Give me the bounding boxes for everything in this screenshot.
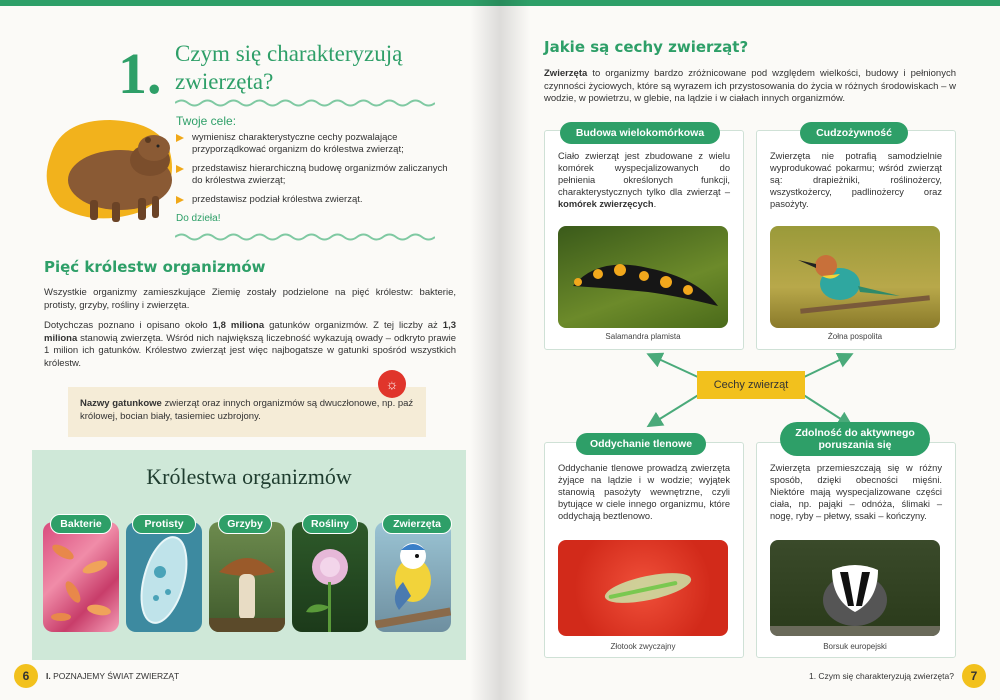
- caption-badger: Borsuk europejski: [823, 642, 887, 651]
- goals-title: Twoje cele:: [176, 114, 237, 128]
- section-title-right: Jakie są cechy zwierząt?: [544, 38, 749, 56]
- trait-title-multicellular: Budowa wielokomórkowa: [560, 122, 720, 144]
- paragraph-species: Dotychczas poznano i opisano około 1,8 miliona gatunków organizmów. Z tej liczby aż 1,3 miliona stanowią zwierzęta. Wśród nich największą liczebność wykazują owady – odkryto prawie 1 milion ich gatunków. Królestwo zwierząt jest więc najbogatsze w gatunki spośród wszystkich królestw.: [44, 320, 456, 369]
- footer-left: [14, 664, 179, 688]
- paragraph-kingdoms: Wszystkie organizmy zamieszkujące Ziemię zostały podzielone na pięć królestw: bakterie, protisty, grzyby, rośliny i zwierzęta.: [44, 287, 456, 311]
- intro-paragraph: Zwierzęta to organizmy bardzo zróżnicowane pod względem wielkości, budowy i pełnionych czynności życiowych, które są wyrazem ich przystosowania do życia w różnych środowiskach – w wodzie, w powietrzu, w glebie, na lądzie i w ciałach innych organizmów.: [544, 68, 956, 104]
- plants-image: [292, 522, 368, 632]
- goal-item: [176, 163, 451, 187]
- caption-lacewing: Złotook zwyczajny: [610, 642, 676, 651]
- fungi-image: [209, 522, 285, 632]
- chapter-title: Czym się charakteryzują zwierzęta?: [175, 41, 403, 94]
- bacteria-image: [43, 522, 119, 632]
- page-number-left: 6: [14, 664, 38, 688]
- kingdom-label-animals: Zwierzęta: [382, 514, 452, 534]
- trait-title-respiration: Oddychanie tlenowe: [576, 433, 706, 455]
- goals-closing: Do dzieła!: [176, 213, 221, 224]
- triangle-bullet-icon: [176, 165, 184, 173]
- caption-salamander: Salamandra plamista: [605, 332, 681, 341]
- kingdom-label-protists: Protisty: [132, 514, 196, 534]
- top-bar: [500, 0, 1000, 6]
- wave-divider-top: [175, 98, 435, 108]
- footer-right-text: 1. Czym się charakteryzują zwierzęta?: [808, 671, 954, 681]
- badger-photo: [770, 540, 940, 636]
- kingdoms-panel: [32, 450, 466, 660]
- lacewing-photo: [558, 540, 728, 636]
- trait-title-heterotrophy: Cudzożywność: [800, 122, 908, 144]
- top-bar: [0, 0, 500, 6]
- footer-left-text: I. POZNAJEMY ŚWIAT ZWIERZĄT: [46, 671, 180, 681]
- kingdom-label-bacteria: Bakterie: [50, 514, 112, 534]
- salamander-photo: [558, 226, 728, 328]
- trait-title-locomotion: Zdolność do aktywnego poruszania się: [780, 422, 930, 456]
- capybara-illustration: [40, 112, 190, 227]
- goals-list: [176, 132, 451, 213]
- center-label: Cechy zwierząt: [697, 371, 805, 399]
- kingdoms-title: Królestwa organizmów: [146, 464, 352, 489]
- goal-text: przedstawisz podział królestwa zwierząt.: [192, 194, 363, 205]
- goal-text: przedstawisz hierarchiczną budowę organizmów zaliczanych do królestwa zwierząt;: [192, 163, 448, 186]
- footer-right: [809, 664, 986, 688]
- page-number-right: 7: [962, 664, 986, 688]
- bee-eater-photo: [770, 226, 940, 328]
- lightbulb-icon: ☼: [378, 370, 406, 398]
- animals-image: [375, 522, 451, 632]
- triangle-bullet-icon: [176, 134, 184, 142]
- kingdom-label-plants: Rośliny: [302, 514, 358, 534]
- kingdom-label-fungi: Grzyby: [218, 514, 272, 534]
- trait-text-locomotion: Zwierzęta przemieszczają się w różny sposób, dzięki obecności mięśni. Niektóre mają wyspecjalizowane części ciała, np. pająki – odnóża, ślimaki – nogę, ryby – płetwy, ssaki – kończyny.: [770, 463, 942, 521]
- chapter-number: 1.: [118, 41, 162, 106]
- protists-image: [126, 522, 202, 632]
- note-text: Nazwy gatunkowe zwierząt oraz innych organizmów są dwuczłonowe, np. paź królowej, bocian biały, tasiemiec uzbrojony.: [80, 398, 414, 422]
- trait-text-multicellular: Ciało zwierząt jest zbudowane z wielu komórek wyspecjalizowanych do pełnienia określonych funkcji, charakterystycznych tylko dla zwierząt – komórek zwierzęcych.: [558, 151, 730, 209]
- trait-text-heterotrophy: Zwierzęta nie potrafią samodzielnie wyprodukować pokarmu; wśród zwierząt są: drapieżniki, roślinożercy, wszystkożercy, padlinożercy oraz pasożyty.: [770, 151, 942, 209]
- goal-text: wymienisz charakterystyczne cechy pozwalające przyporządkować organizm do królestwa zwierząt;: [192, 132, 404, 155]
- section-title: Pięć królestw organizmów: [44, 258, 266, 276]
- goal-item: [176, 132, 451, 156]
- wave-divider-bottom: [175, 232, 435, 242]
- caption-bee-eater: Żołna pospolita: [827, 332, 883, 341]
- goal-item: [176, 194, 451, 206]
- trait-text-respiration: Oddychanie tlenowe prowadzą zwierzęta żyjące na lądzie i w wodzie; wyjątek stanowią pasożyty wewnętrzne, czyli bytujące w ciele innego organizmu, które oddychają beztlenowo.: [558, 463, 730, 521]
- right-page: [500, 0, 1000, 700]
- triangle-bullet-icon: [176, 196, 184, 204]
